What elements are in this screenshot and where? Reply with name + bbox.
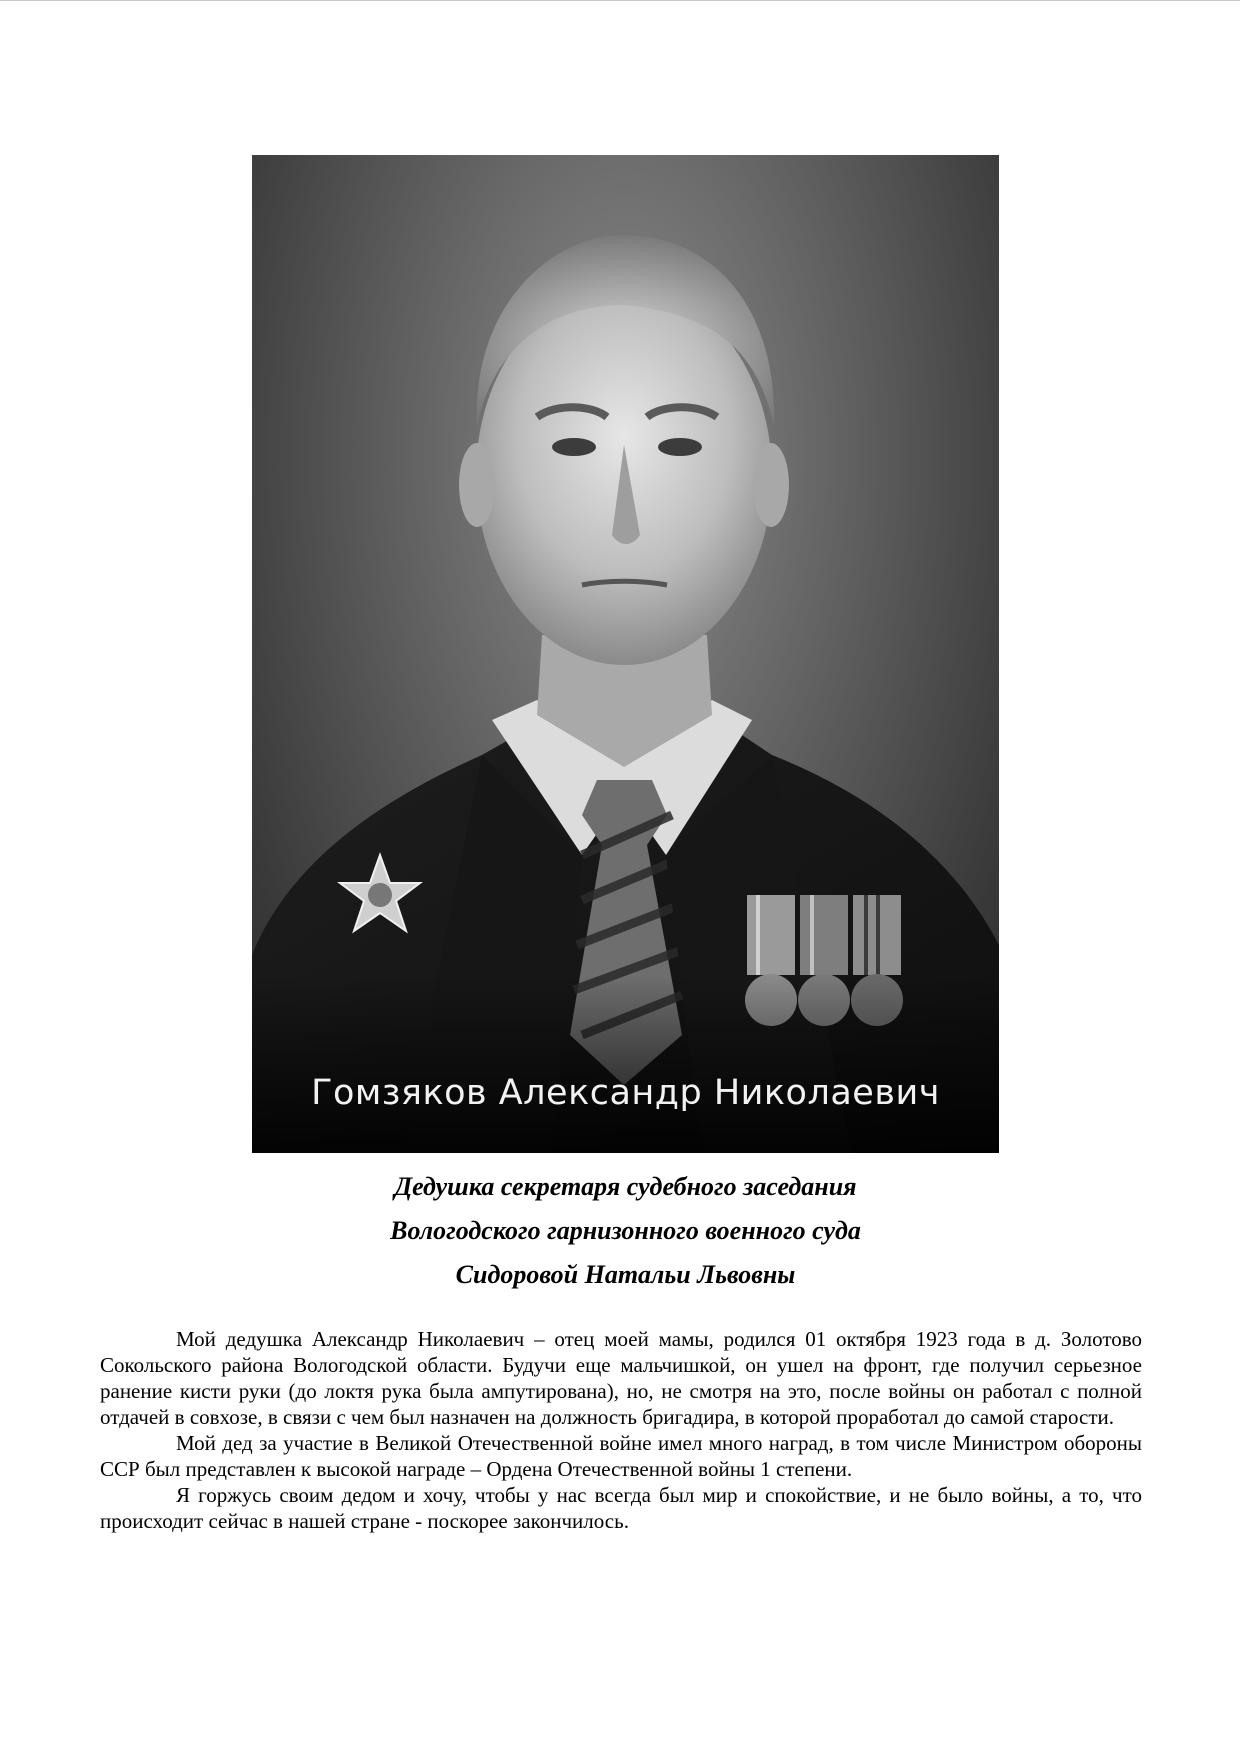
portrait-caption: Гомзяков Александр Николаевич [311,1073,940,1113]
paragraph: Я горжусь своим дедом и хочу, чтобы у нас всегда был мир и спокойствие, и не было войны, а то, что происходит сейчас в нашей стране - поскорее закончилось. [100,1483,1142,1533]
dedication-line: Вологодского гарнизонного военного суда [390,1216,861,1245]
top-rule [0,0,1240,1]
paragraph: Мой дед за участие в Великой Отечественной войне имел много наград, в том числе Министром обороны ССР был представлен к высокой награде – Ордена Отечественной войны 1 степени. [100,1431,1142,1481]
dedication-line: Сидоровой Натальи Львовны [455,1260,796,1289]
body-text [100,1326,1142,1534]
dedication-line: Дедушка секретаря судебного заседания [394,1172,857,1201]
portrait-illustration [252,155,999,1153]
dedication-heading [252,1165,999,1297]
paragraph: Мой дедушка Александр Николаевич – отец моей мамы, родился 01 октября 1923 года в д. Золотово Сокольского района Вологодской области. Будучи еще мальчишкой, он ушел на фронт, где получил серьезное ранение кисти руки (до локтя рука была ампутирована), но, не смотря на это, после войны он работал с полной отдачей в совхозе, в связи с чем был назначен на должность бригадира, в которой проработал до самой старости. [100,1327,1142,1429]
portrait-photo [252,155,999,1153]
